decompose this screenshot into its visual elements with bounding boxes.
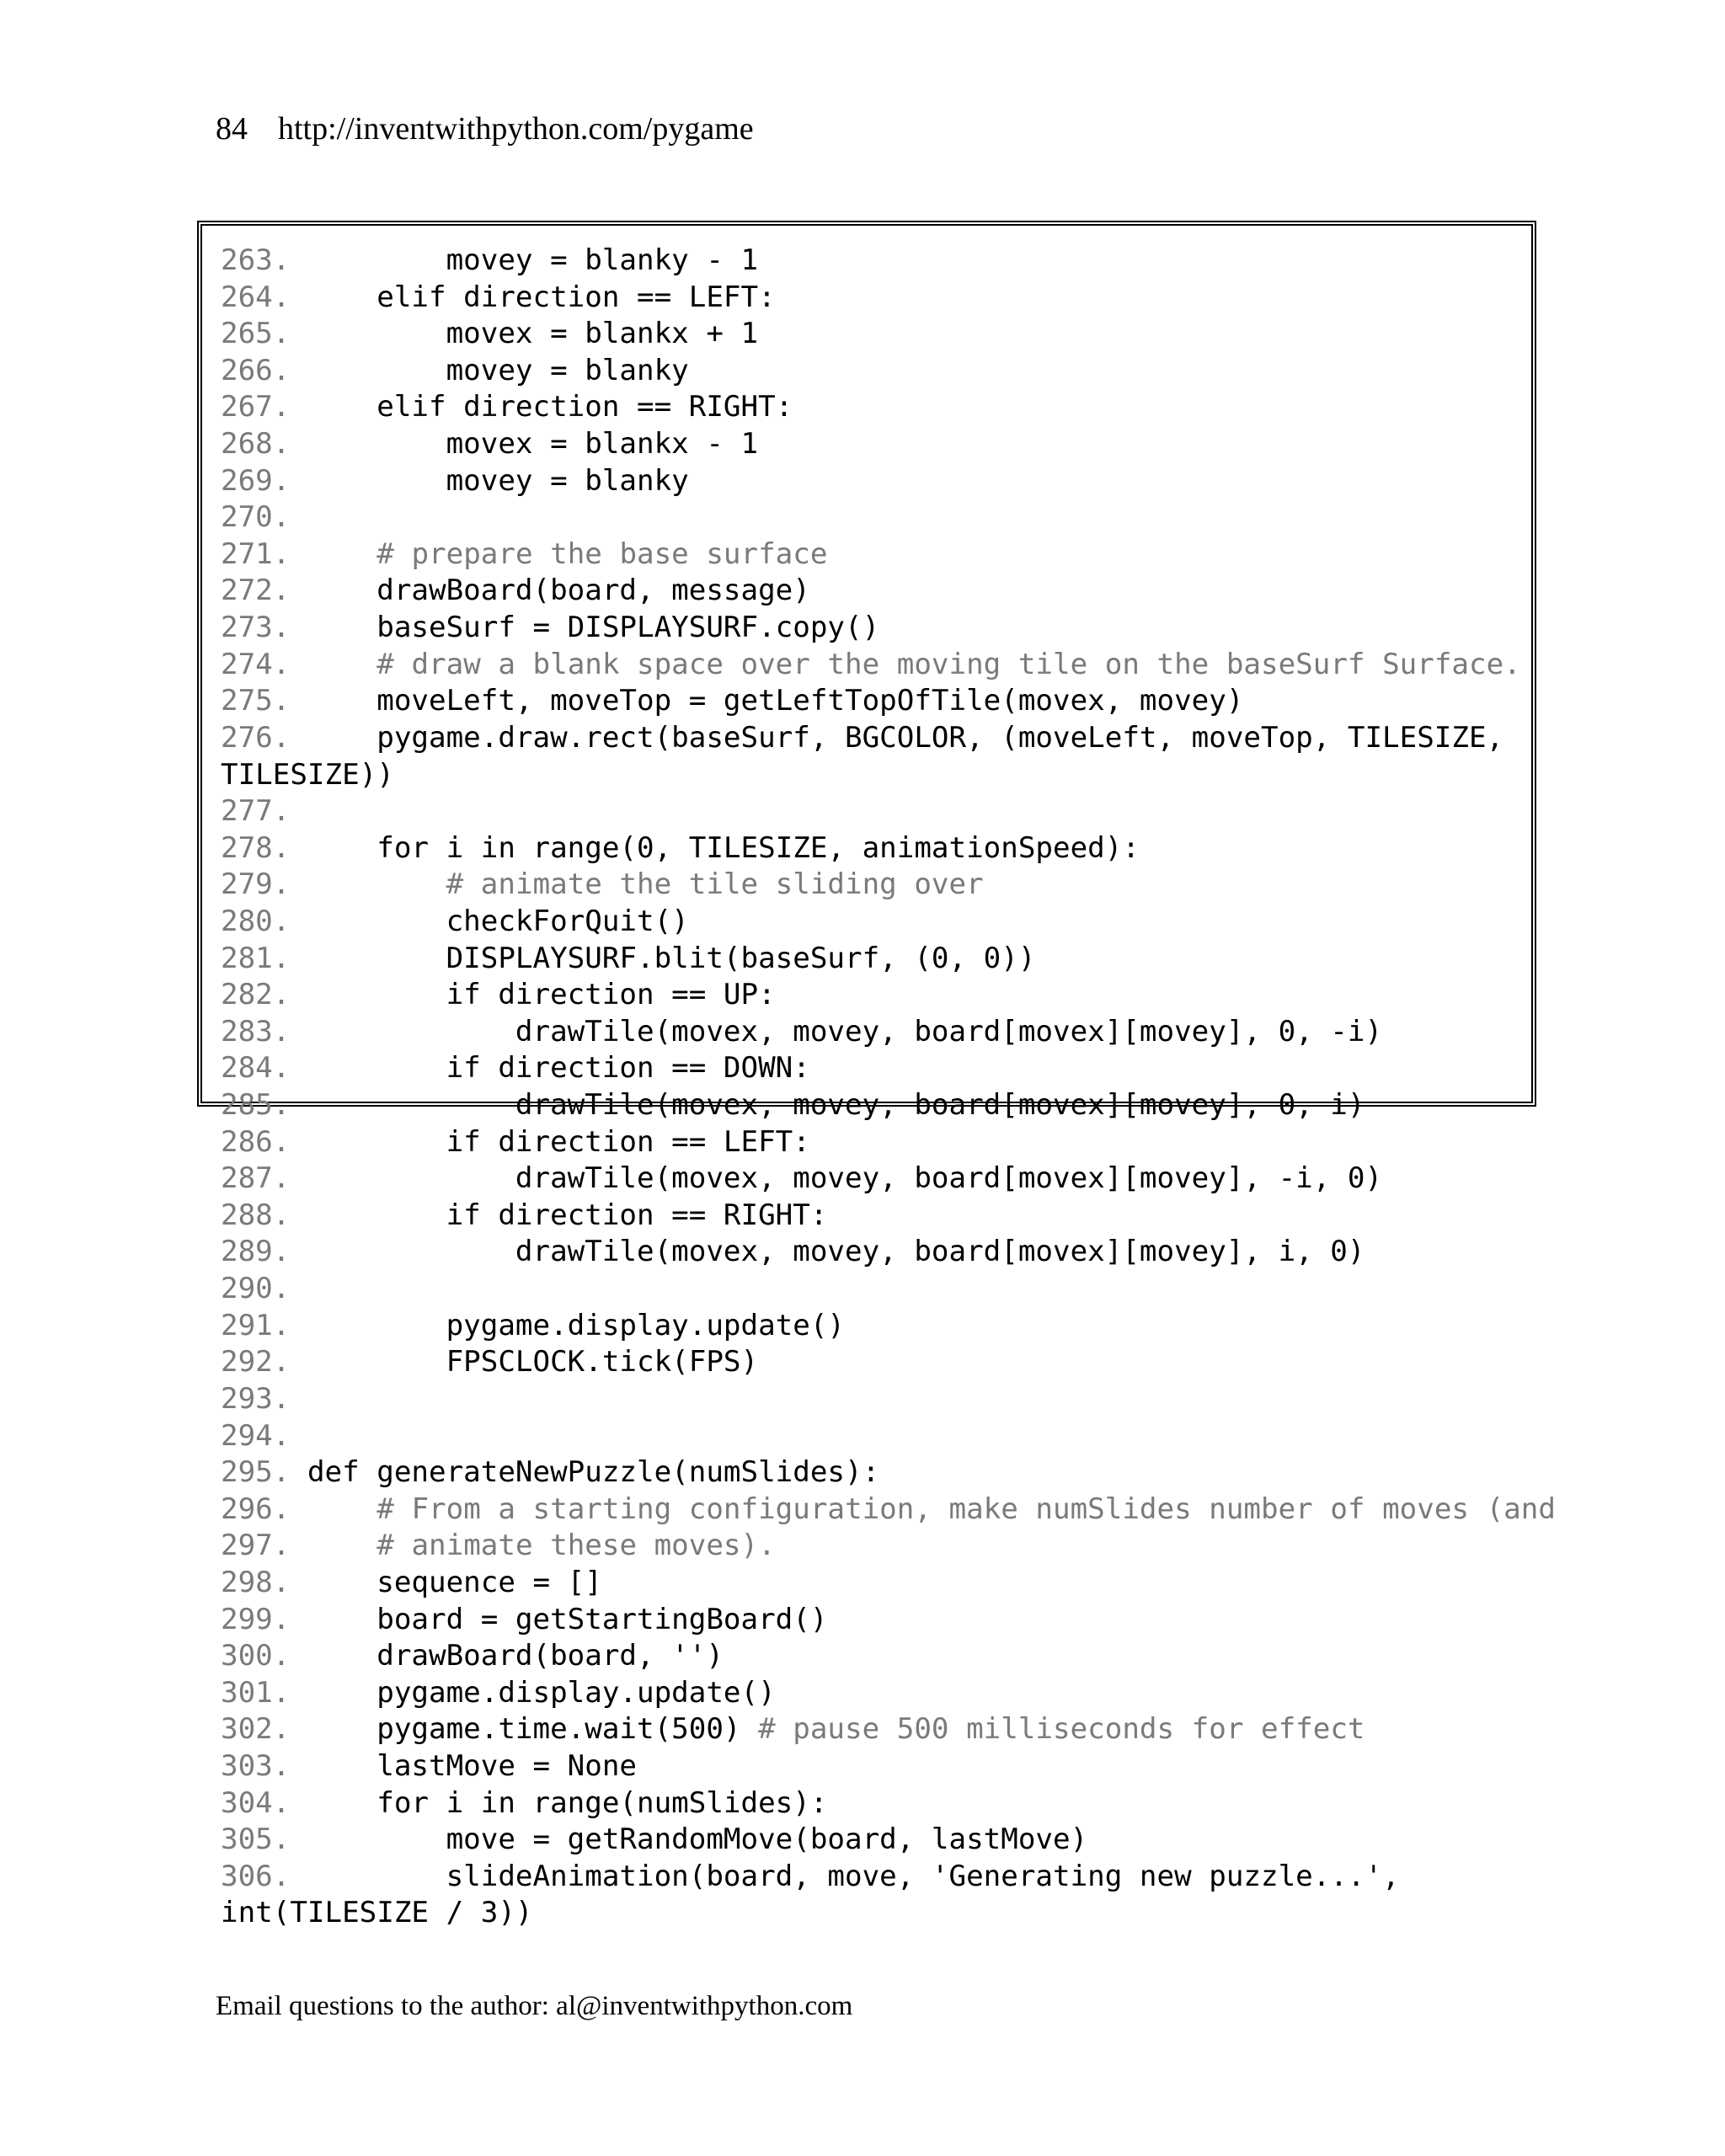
code-listing [202,226,1556,1932]
line-number: 297. [221,1529,291,1563]
line-number: 301. [221,1675,291,1710]
code-line [221,1087,1542,1124]
line-number: 277. [221,794,291,829]
code-line [221,426,1542,463]
code-comment: # draw a blank space over the moving tile on the baseSurf Surface. [377,647,1521,681]
code-line [221,720,1542,757]
code-line [221,793,1542,830]
code-line [221,1124,1542,1161]
code-line [221,1198,1542,1235]
line-number: 286. [221,1124,291,1159]
code-text: elif direction == RIGHT: [307,390,793,424]
code-text: drawBoard(board, '') [307,1639,724,1673]
code-text: drawTile(movex, movey, board[movex][movey], 0, -i) [307,1014,1383,1049]
code-comment: # pause 500 milliseconds for effect [758,1712,1365,1747]
code-line [221,536,1542,574]
code-line [221,1748,1542,1785]
code-text: TILESIZE)) [221,757,394,792]
code-text [307,867,446,901]
line-number: 284. [221,1051,291,1086]
code-text: movey = blanky [307,463,689,498]
code-line [221,1492,1556,1529]
line-number: 303. [221,1748,291,1783]
code-text: move = getRandomMove(board, lastMove) [307,1822,1088,1857]
code-text: drawBoard(board, message) [307,574,810,608]
code-line [221,1271,1542,1308]
code-line [221,280,1542,317]
code-text: lastMove = None [307,1748,638,1783]
code-line [221,1602,1542,1639]
code-text: checkForQuit() [307,904,689,938]
code-comment: # prepare the base surface [377,536,828,571]
code-line [221,1711,1542,1748]
line-number: 296. [221,1492,291,1526]
code-line [221,941,1542,978]
code-line [221,1528,1542,1565]
line-number: 299. [221,1602,291,1636]
code-line [221,353,1542,390]
code-text: slideAnimation(board, move, 'Generating new puzzle...', [307,1859,1400,1893]
code-text: if direction == LEFT: [307,1124,810,1159]
line-number: 272. [221,574,291,608]
code-line [221,757,1542,794]
code-listing-box [197,221,1556,1930]
code-text [307,537,377,571]
code-line [221,1308,1542,1345]
code-line [221,1675,1542,1712]
code-line [221,1822,1542,1859]
line-number: 267. [221,390,291,424]
code-text: if direction == DOWN: [307,1051,810,1086]
line-number: 273. [221,611,291,645]
line-number: 275. [221,684,291,718]
page-footer: Email questions to the author: al@inventwithpython.com [216,1991,853,2021]
code-line [221,1418,1542,1455]
line-number: 264. [221,280,291,314]
code-line [221,1454,1542,1492]
code-text: sequence = [] [307,1565,602,1599]
line-number: 274. [221,647,291,681]
line-number: 290. [221,1272,291,1306]
line-number: 304. [221,1785,291,1820]
code-text: pygame.time.wait(500) [307,1712,759,1747]
line-number: 293. [221,1381,291,1416]
code-text: elif direction == LEFT: [307,280,776,314]
line-number: 270. [221,500,291,535]
code-comment: # animate the tile sliding over [446,867,984,902]
line-number: 282. [221,978,291,1012]
code-line [221,243,1542,280]
code-text: drawTile(movex, movey, board[movex][movey], -i, 0) [307,1161,1383,1196]
code-text: movex = blankx - 1 [307,427,759,462]
code-line [221,647,1542,684]
line-number: 271. [221,536,291,571]
code-line [221,1785,1542,1822]
code-text: pygame.display.update() [307,1675,776,1710]
line-number: 283. [221,1014,291,1049]
line-number: 305. [221,1822,291,1857]
line-number: 266. [221,353,291,387]
page-number: 84 [216,111,248,147]
code-line [221,683,1542,720]
line-number: 285. [221,1088,291,1123]
code-text: baseSurf = DISPLAYSURF.copy() [307,611,880,645]
code-text: pygame.draw.rect(baseSurf, BGCOLOR, (moveLeft, moveTop, TILESIZE, [307,720,1504,755]
code-text [307,1492,377,1526]
code-line [221,1895,1542,1932]
line-number: 291. [221,1308,291,1342]
code-line [221,499,1542,536]
line-number: 279. [221,867,291,902]
code-line [221,610,1542,647]
line-number: 300. [221,1639,291,1673]
code-line [221,573,1542,610]
code-line [221,904,1542,941]
code-text: movey = blanky - 1 [307,243,759,277]
code-line [221,1565,1542,1602]
line-number: 295. [221,1455,291,1490]
code-line [221,316,1542,353]
line-number: 292. [221,1345,291,1380]
code-text: FPSCLOCK.tick(FPS) [307,1345,759,1380]
line-number: 302. [221,1712,291,1747]
page-header [216,107,754,151]
code-text: int(TILESIZE / 3)) [221,1896,533,1930]
code-line [221,867,1542,904]
code-text: for i in range(0, TILESIZE, animationSpeed): [307,830,1140,865]
code-text: if direction == RIGHT: [307,1198,828,1232]
code-comment: # animate these moves). [377,1529,776,1563]
line-number: 281. [221,941,291,975]
code-line [221,389,1542,426]
line-number: 280. [221,904,291,938]
code-line [221,1234,1542,1271]
header-url: http://inventwithpython.com/pygame [278,111,754,147]
code-line [221,1344,1542,1381]
code-line [221,1859,1542,1896]
code-text: board = getStartingBoard() [307,1602,828,1636]
code-text [307,648,377,681]
code-text: movey = blanky [307,353,689,387]
code-text: pygame.display.update() [307,1308,845,1342]
code-text: movex = blankx + 1 [307,317,759,351]
line-number: 287. [221,1161,291,1196]
code-text: if direction == UP: [307,978,776,1012]
code-text: drawTile(movex, movey, board[movex][movey], i, 0) [307,1235,1365,1269]
line-number: 265. [221,317,291,351]
line-number: 268. [221,427,291,462]
code-line [221,1014,1542,1051]
code-line [221,977,1542,1014]
code-line [221,1381,1542,1418]
code-line [221,1050,1542,1087]
line-number: 289. [221,1235,291,1269]
line-number: 263. [221,243,291,277]
line-number: 288. [221,1198,291,1232]
line-number: 278. [221,830,291,865]
line-number: 306. [221,1859,291,1893]
code-text: DISPLAYSURF.blit(baseSurf, (0, 0)) [307,941,1036,975]
code-line [221,1638,1542,1675]
code-text: def generateNewPuzzle(numSlides): [307,1455,880,1490]
code-text: moveLeft, moveTop = getLeftTopOfTile(movex, movey) [307,684,1244,718]
code-line [221,1161,1542,1198]
code-text: drawTile(movex, movey, board[movex][movey], 0, i) [307,1088,1365,1123]
line-number: 294. [221,1418,291,1453]
code-line [221,830,1542,867]
line-number: 269. [221,463,291,498]
code-text [307,1529,377,1562]
code-line [221,463,1542,500]
line-number: 298. [221,1565,291,1599]
line-number: 276. [221,720,291,755]
code-text: for i in range(numSlides): [307,1785,828,1820]
code-comment: # From a starting configuration, make numSlides number of moves (and [377,1492,1556,1526]
